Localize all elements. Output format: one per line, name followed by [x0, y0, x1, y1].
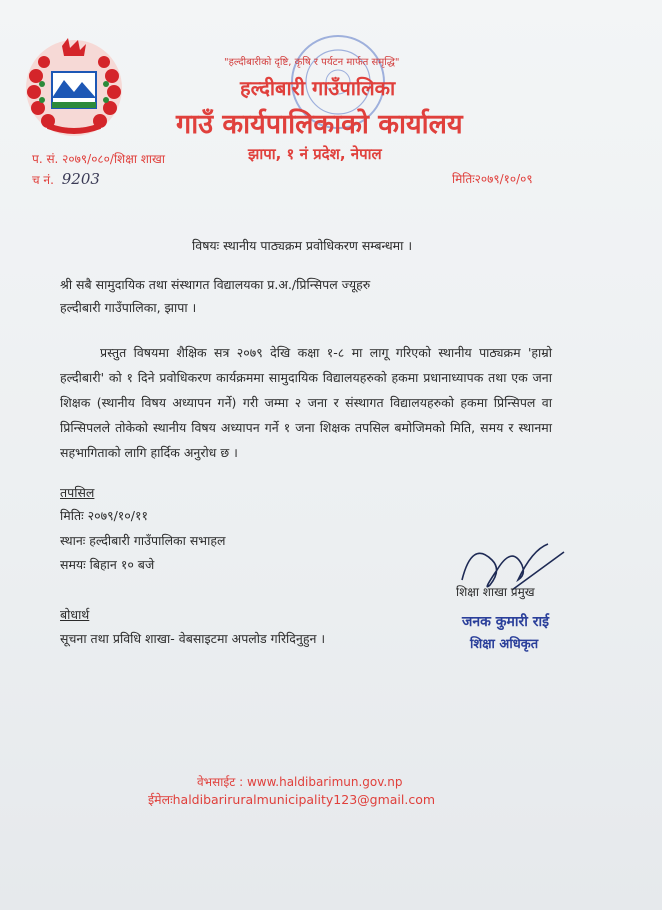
footer-website: वेभसाईट : www.haldibarimun.gov.np: [197, 775, 403, 789]
recipient-line-2: हल्दीबारी गाउँपालिका, झापा ।: [60, 300, 197, 315]
letter-body: [60, 340, 552, 465]
event-venue: स्थानः हल्दीबारी गाउँपालिका सभाहल: [60, 533, 226, 548]
letter-body-text: प्रस्तुत विषयमा शैक्षिक सत्र २०७९ देखि कक्षा १-८ मा लागू गरिएको स्थानीय पाठ्यक्रम 'हाम्रो हल्दीबारी' को १ दिने प्रवोधिकरण कार्यक्रममा सामुदायिक विद्यालयहरुको हकमा प्रधानाध्यापक तथा एक जना शिक्षक (स्थानीय विषय अध्यापन गर्ने) गरी जम्मा २ जना र संस्थागत विद्यालयहरुको हकमा प्रिन्सिपल वा प्रिन्सिपलले तोकेको स्थानीय विषय अध्यापन गर्ने १ जना शिक्षक तपसिल बमोजिमको मिति, समय र स्थानमा सहभागिताको लागि हार्दिक अनुरोध छ ।: [60, 345, 552, 460]
details-heading: तपसिल: [60, 485, 95, 500]
info-note: सूचना तथा प्रविधि शाखा- वेबसाइटमा अपलोड गरिदिनुहुन ।: [60, 631, 326, 646]
reference-number: प. सं. २०७९/०८०/शिक्षा शाखा: [32, 152, 165, 166]
letter-subject: विषयः स्थानीय पाठ्यक्रम प्रवोधिकरण सम्बन्धमा ।: [192, 238, 413, 253]
nepal-emblem-icon: [22, 36, 126, 140]
letterhead-motto: "हल्दीबारीको दृष्टि, कृषि र पर्यटन मार्फत समृद्धि": [224, 57, 400, 68]
dispatch-line: [32, 170, 100, 188]
info-heading: बोधार्थ: [60, 607, 90, 622]
office-name: गाउँ कार्यपालिकाको कार्यालय: [176, 109, 463, 140]
signatory-name-stamp: जनक कुमारी राई: [462, 614, 549, 630]
dispatch-number-handwritten: 9203: [61, 170, 100, 188]
recipient-line-1: श्री सबै सामुदायिक तथा संस्थागत विद्यालयका प्र.अ./प्रिन्सिपल ज्यूहरु: [60, 277, 371, 292]
event-date: मितिः २०७९/१०/११: [60, 508, 148, 523]
dispatch-label: च नं.: [32, 173, 54, 187]
municipality-name: हल्दीबारी गाउँपालिका: [240, 76, 396, 100]
office-address: झापा, १ नं प्रदेश, नेपाल: [248, 145, 382, 163]
signatory-title: शिक्षा शाखा प्रमुख: [456, 585, 535, 599]
letter-date: मितिः२०७९/१०/०९: [452, 172, 533, 186]
signatory-role-stamp: शिक्षा अधिकृत: [470, 637, 539, 652]
event-time: समयः बिहान १० बजे: [60, 557, 155, 572]
footer-email: ईमेलःhaldibariruralmunicipality123@gmail.com: [148, 792, 436, 807]
